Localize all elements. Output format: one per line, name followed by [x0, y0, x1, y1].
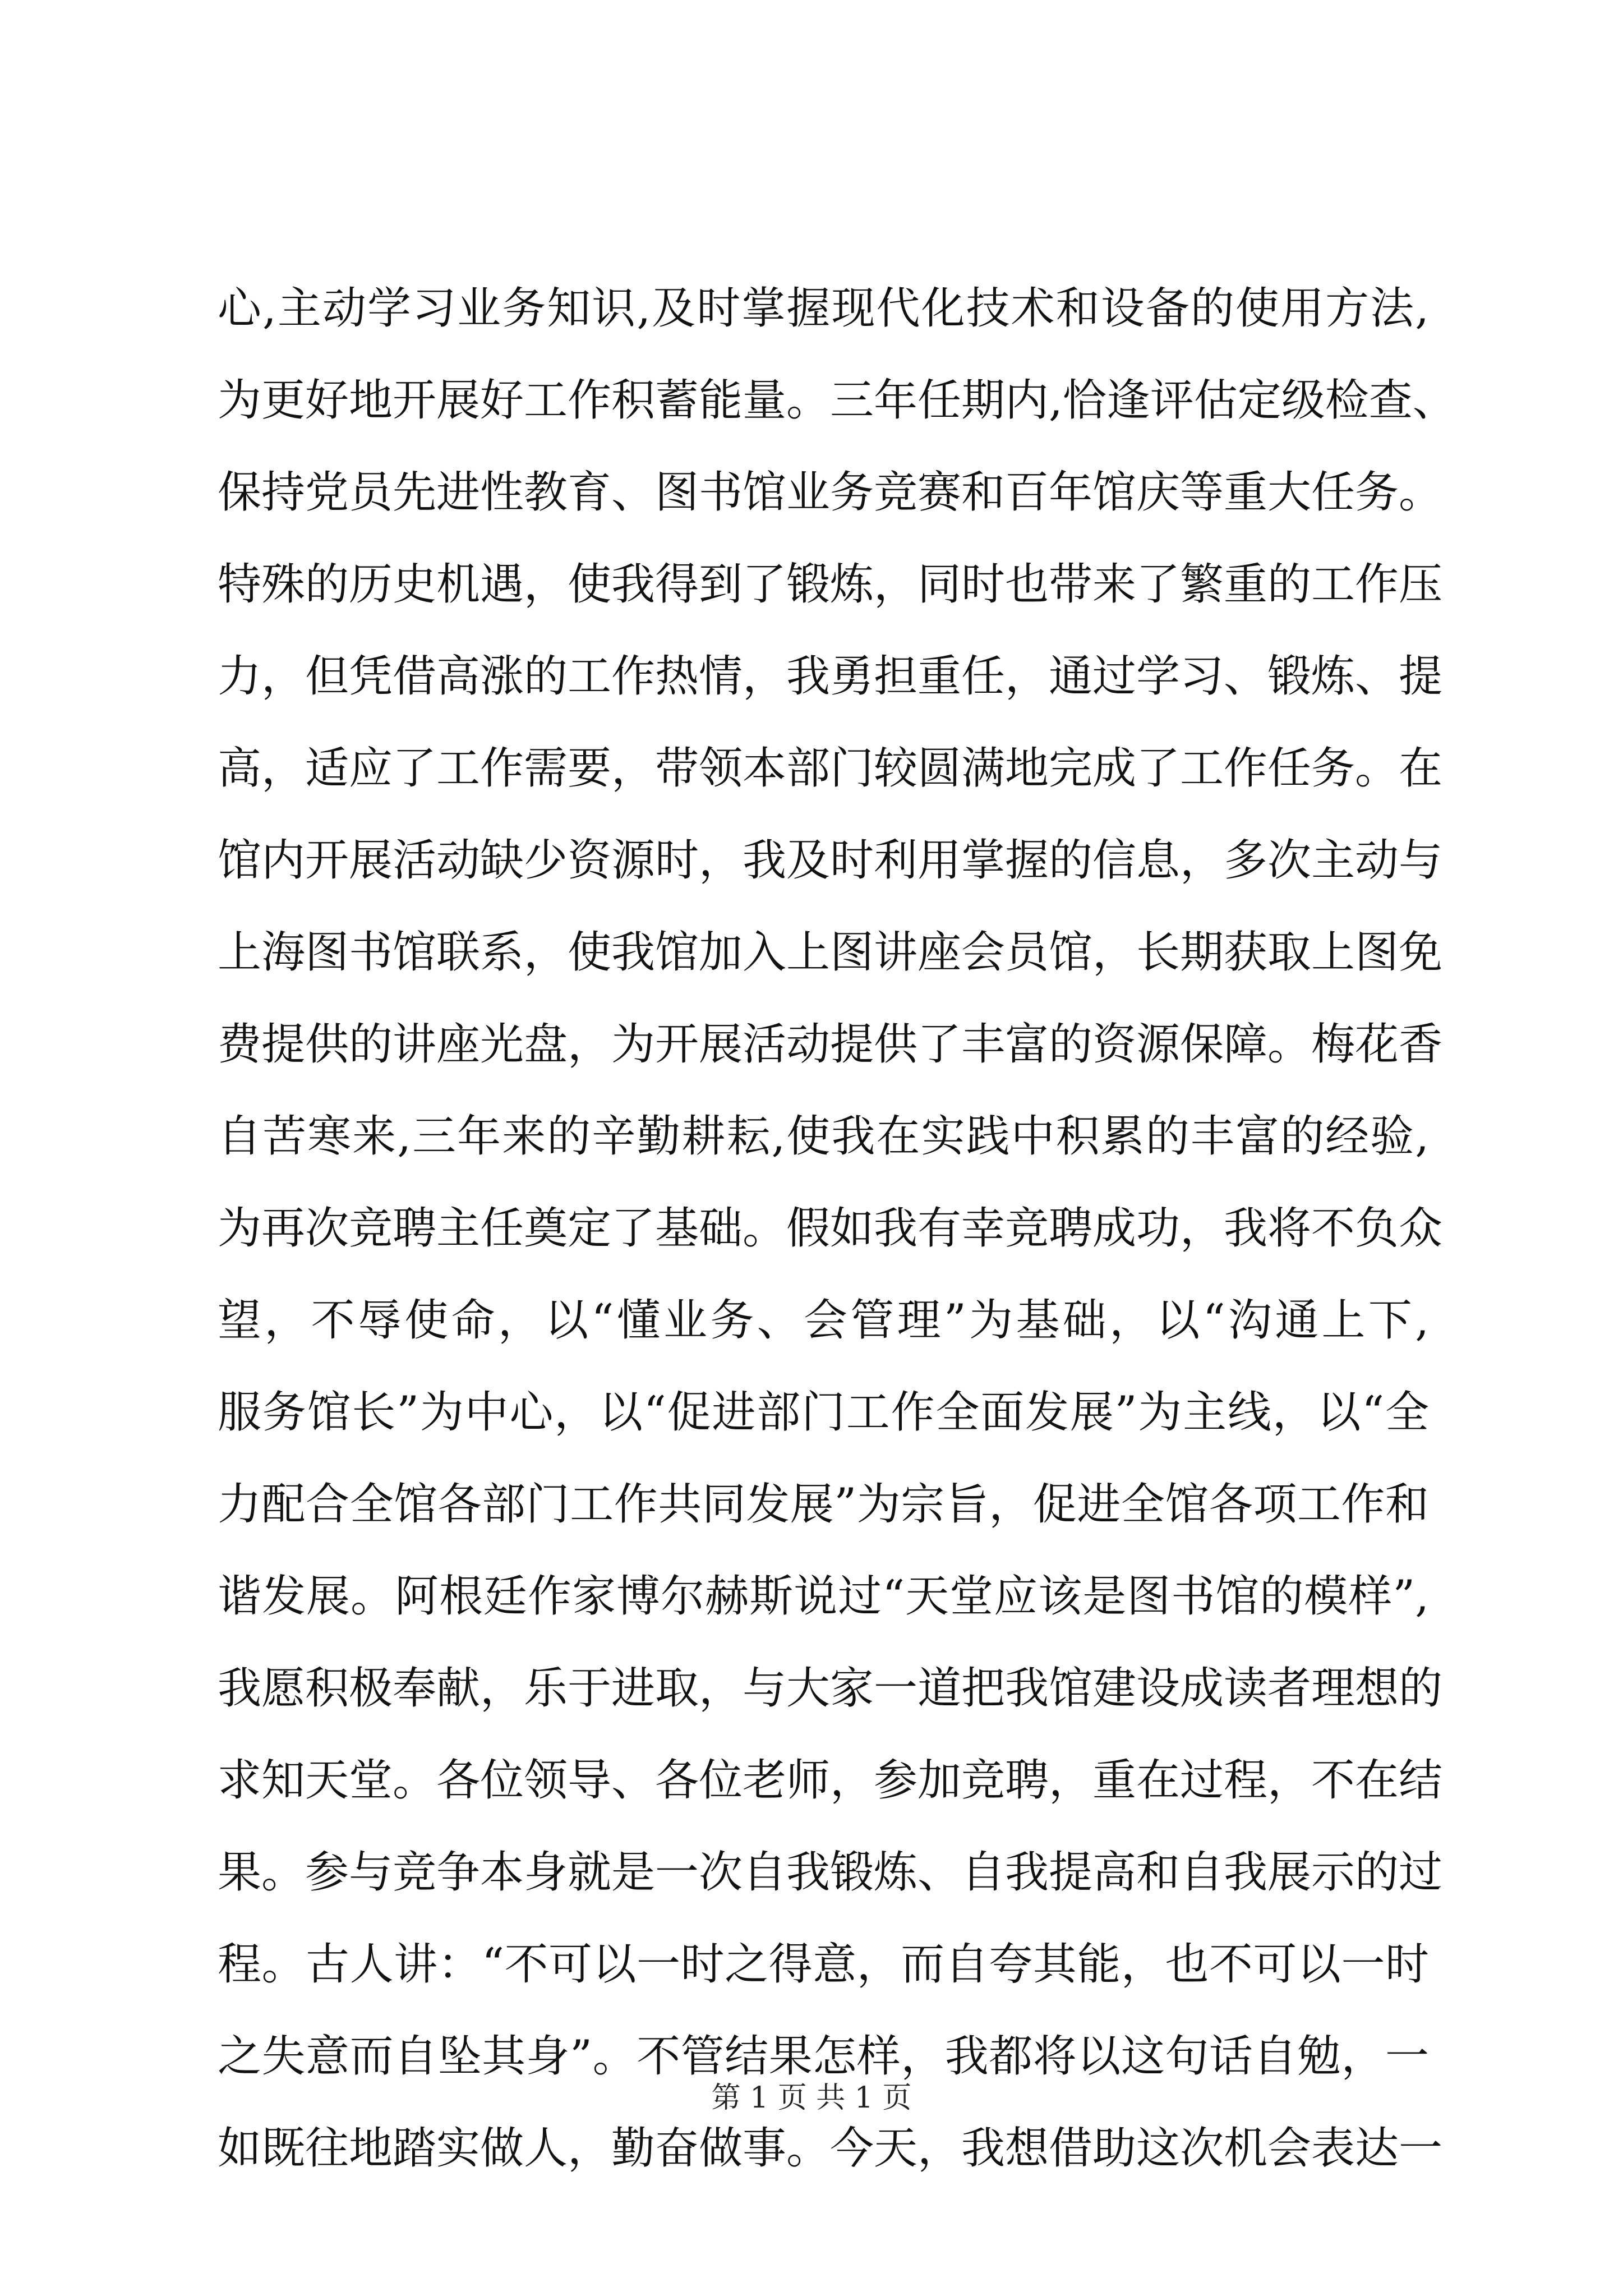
text-line-19: 程。古人讲：“不可以一时之得意，而自夸其能，也不可以一时 [218, 1939, 1429, 1990]
text-line-9: 费提供的讲座光盘，为开展活动提供了丰富的资源保障。梅花香 [218, 1019, 1443, 1070]
text-line-20: 之失意而自坠其身”。不管结果怎样，我都将以这句话自勉，一 [218, 2031, 1429, 2082]
text-line-8: 上海图书馆联系，使我馆加入上图讲座会员馆，长期获取上图免 [218, 927, 1443, 978]
text-line-10: 自苦寒来,三年来的辛勤耕耘,使我在实践中积累的丰富的经验, [218, 1111, 1429, 1162]
text-line-21: 如既往地踏实做人，勤奋做事。今天，我想借助这次机会表达一 [218, 2123, 1443, 2174]
text-line-3: 保持党员先进性教育、图书馆业务竞赛和百年馆庆等重大任务。 [218, 467, 1443, 518]
text-line-14: 力配合全馆各部门工作共同发展”为宗旨，促进全馆各项工作和 [218, 1479, 1429, 1530]
text-line-18: 果。参与竞争本身就是一次自我锻炼、自我提高和自我展示的过 [218, 1847, 1443, 1898]
text-line-13: 服务馆长”为中心，以“促进部门工作全面发展”为主线，以“全 [218, 1387, 1429, 1438]
text-line-6: 高，适应了工作需要，带领本部门较圆满地完成了工作任务。在 [218, 743, 1443, 794]
text-line-4: 特殊的历史机遇，使我得到了锻炼，同时也带来了繁重的工作压 [218, 559, 1443, 610]
text-line-1: 心,主动学习业务知识,及时掌握现代化技术和设备的使用方法, [218, 283, 1429, 334]
text-line-15: 谐发展。阿根廷作家博尔赫斯说过“天堂应该是图书馆的模样”, [218, 1571, 1429, 1622]
text-line-5: 力，但凭借高涨的工作热情，我勇担重任，通过学习、锻炼、提 [218, 651, 1443, 702]
text-line-17: 求知天堂。各位领导、各位老师，参加竞聘，重在过程，不在结 [218, 1755, 1443, 1806]
page-footer [0, 2076, 1623, 2120]
text-line-12: 望，不辱使命，以“懂业务、会管理”为基础，以“沟通上下, [218, 1295, 1429, 1346]
text-line-2: 为更好地开展好工作积蓄能量。三年任期内,恰逢评估定级检查、 [218, 375, 1456, 426]
page-number-label: 第 1 页 共 1 页 [711, 2081, 912, 2115]
text-line-11: 为再次竞聘主任奠定了基础。假如我有幸竞聘成功，我将不负众 [218, 1203, 1443, 1254]
text-line-7: 馆内开展活动缺少资源时，我及时利用掌握的信息，多次主动与 [218, 835, 1443, 886]
text-line-16: 我愿积极奉献，乐于进取，与大家一道把我馆建设成读者理想的 [218, 1663, 1443, 1714]
body-text [218, 263, 1456, 2194]
